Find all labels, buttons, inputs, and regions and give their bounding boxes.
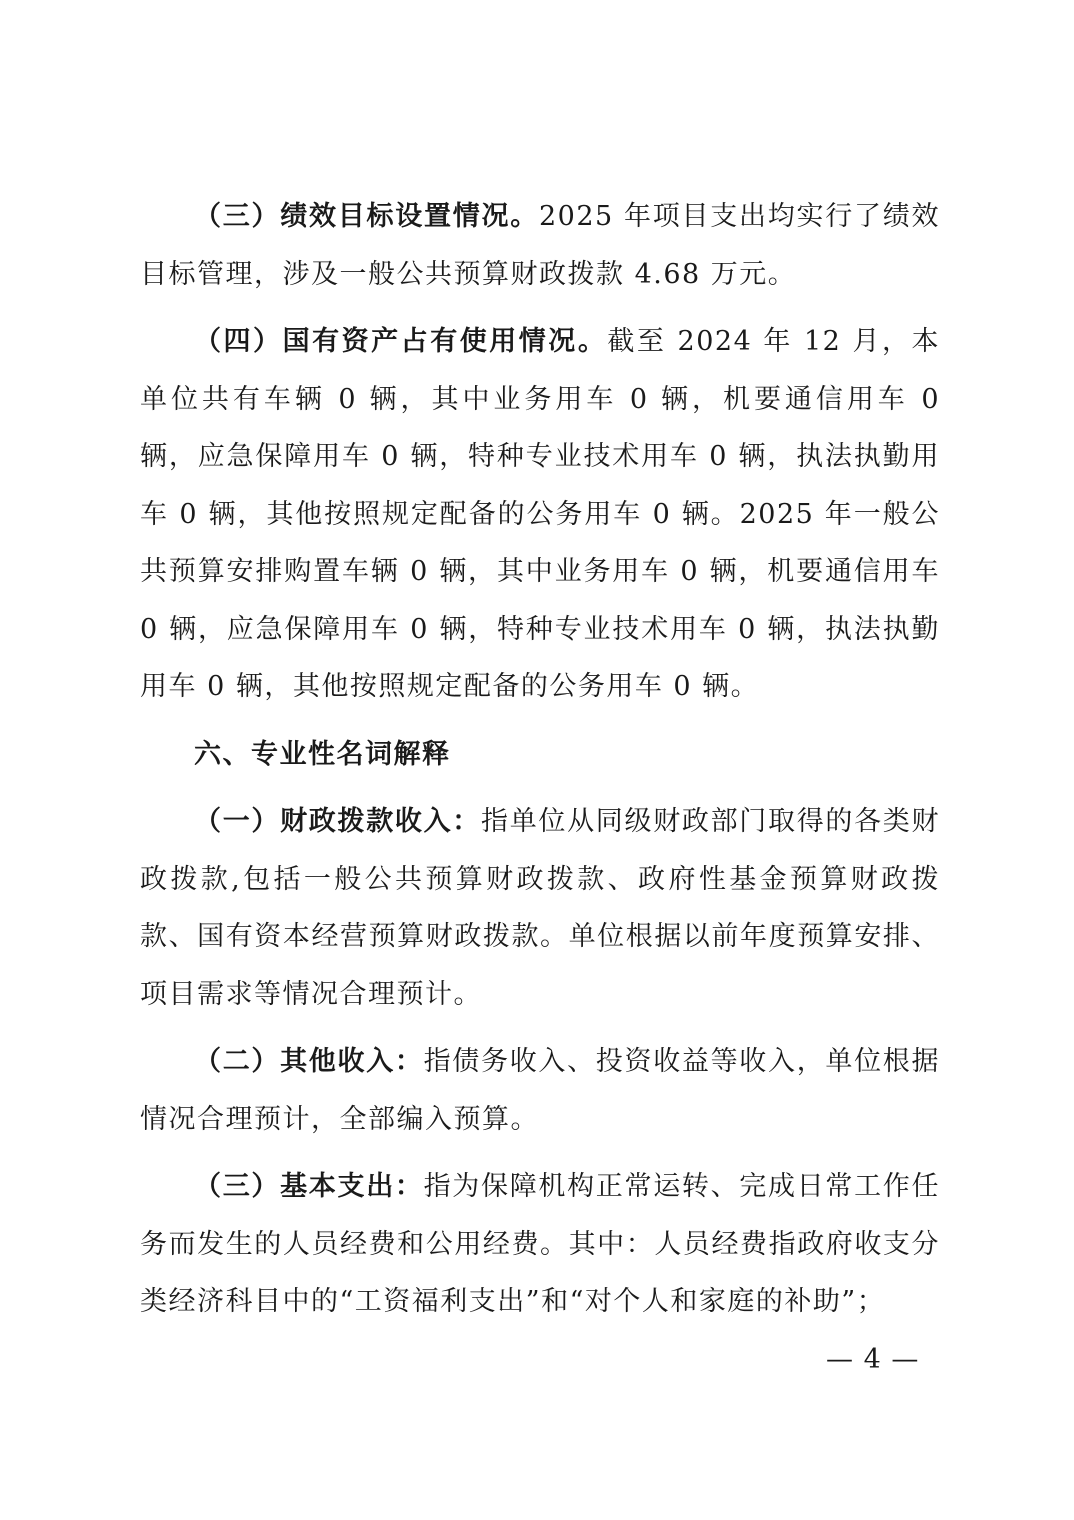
performance-target-paragraph [140,188,940,303]
paragraph-text: 指债务收入、投资收益等收入，单位根据情况合理预计，全部编入预算。 [140,1046,941,1135]
document-body [140,188,940,1341]
state-assets-paragraph [140,313,940,716]
paragraph-lead: （一）财政拨款收入： [194,806,481,837]
section-heading: 六、专业性名词解释 [194,738,451,770]
fiscal-appropriation-income-paragraph [140,793,940,1023]
paragraph-lead: （三）基本支出： [194,1171,424,1202]
other-income-paragraph [140,1033,940,1148]
paragraph-lead: （四）国有资产占有使用情况。 [194,326,608,357]
paragraph-lead: （二）其他收入： [194,1046,424,1077]
paragraph-text: 截至 2024 年 12 月，本单位共有车辆 0 辆，其中业务用车 0 辆，机要通信用车 0 辆，应急保障用车 0 辆，特种专业技术用车 0 辆，执法执勤用车 0 辆，其他按照规定配备的公务用车 0 辆。2025 年一般公共预算安排购置车辆 0 辆，其中业务用车 0 辆，机要通信用车 0 辆，应急保障用车 0 辆，特种专业技术用车 0 辆，执法执勤用车 0 辆，其他按照规定配备的公务用车 0 辆。 [140,326,941,702]
paragraph-lead: （三）绩效目标设置情况。 [194,201,539,232]
page-number: — 4 — [826,1344,920,1375]
paragraph-text: 指单位从同级财政部门取得的各类财政拨款,包括一般公共预算财政拨款、政府性基金预算财政拨款、国有资本经营预算财政拨款。单位根据以前年度预算安排、项目需求等情况合理预计。 [140,806,940,1010]
paragraph-text: 2025 年项目支出均实行了绩效目标管理，涉及一般公共预算财政拨款 4.68 万元。 [140,201,941,290]
basic-expenditure-paragraph [140,1158,940,1331]
paragraph-text: 指为保障机构正常运转、完成日常工作任务而发生的人员经费和公用经费。其中：人员经费指政府收支分类经济科目中的“工资福利支出”和“对个人和家庭的补助”； [140,1171,941,1317]
